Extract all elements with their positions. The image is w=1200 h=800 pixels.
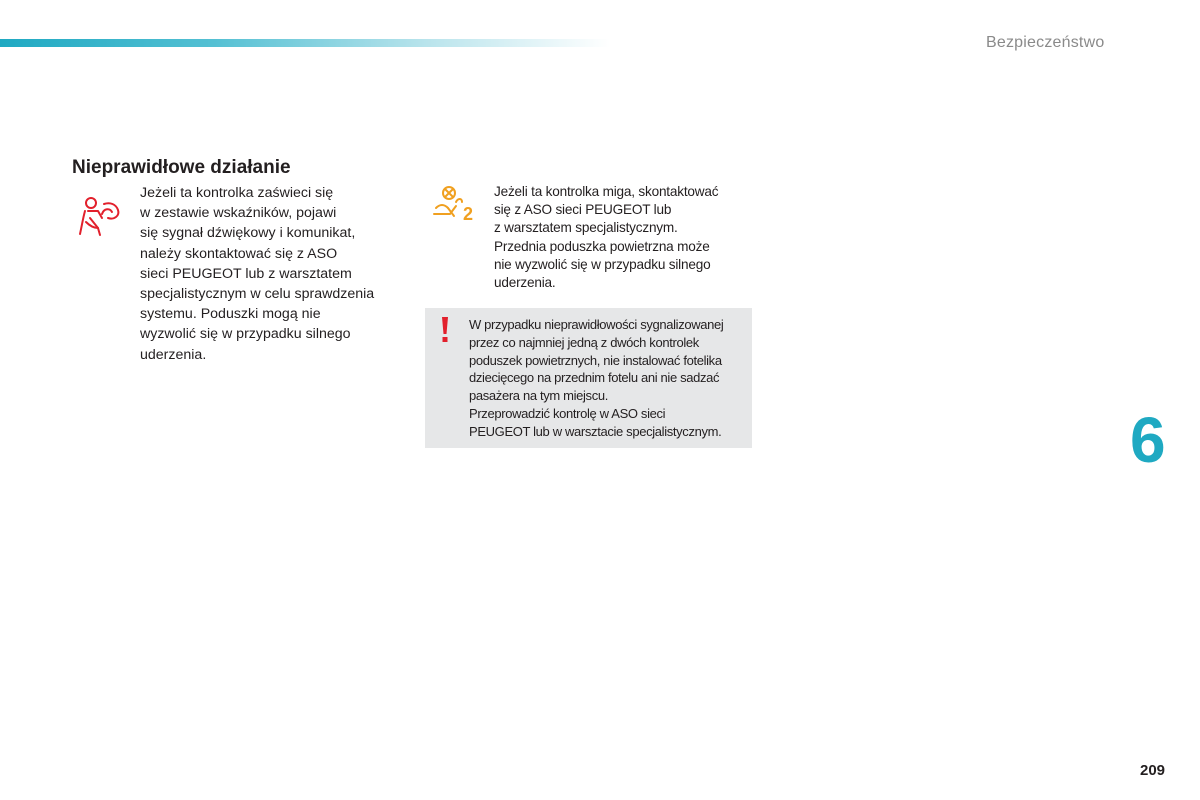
text-line: W przypadku nieprawidłowości sygnalizowanej bbox=[469, 317, 724, 332]
text-line: z warsztatem specjalistycznym. bbox=[494, 220, 678, 236]
text-line: się z ASO sieci PEUGEOT lub bbox=[494, 202, 672, 218]
section-title: Bezpieczeństwo bbox=[986, 34, 1105, 51]
text-line: należy skontaktować się z ASO bbox=[140, 245, 338, 262]
text-line: poduszek powietrznych, nie instalować fotelika bbox=[469, 352, 722, 368]
passenger-airbag-deactivated-icon bbox=[432, 184, 478, 224]
text-line: systemu. Poduszki mogą nie bbox=[140, 306, 321, 323]
left-column-text bbox=[140, 183, 410, 365]
text-line: przez co najmniej jedną z dwóch kontrolek bbox=[469, 334, 699, 350]
text-line: Jeżeli ta kontrolka zaświeci się bbox=[140, 185, 334, 201]
text-line: pasażera na tym miejscu. bbox=[469, 388, 608, 404]
text-line: PEUGEOT lub w warsztacie specjalistycznym. bbox=[469, 423, 722, 439]
text-line: specjalistycznym w celu sprawdzenia bbox=[140, 286, 375, 303]
text-line: w zestawie wskaźników, pojawi bbox=[140, 205, 337, 222]
text-line: nie wyzwolić się w przypadku silnego bbox=[494, 256, 711, 272]
text-line: uderzenia. bbox=[140, 346, 207, 363]
text-line: uderzenia. bbox=[494, 275, 556, 291]
airbag-warning-icon bbox=[76, 194, 124, 238]
text-line: Przednia poduszka powietrzna może bbox=[494, 238, 710, 254]
text-line: Jeżeli ta kontrolka miga, skontaktować bbox=[494, 184, 719, 199]
warning-box bbox=[425, 308, 752, 448]
page-heading: Nieprawidłowe działanie bbox=[72, 157, 291, 178]
text-line: dziecięcego na przednim fotelu ani nie sadzać bbox=[469, 370, 720, 386]
text-line: się sygnał dźwiękowy i komunikat, bbox=[140, 225, 356, 242]
page-number: 209 bbox=[1140, 762, 1166, 779]
text-line: Przeprowadzić kontrolę w ASO sieci bbox=[469, 405, 666, 421]
text-line: wyzwolić się w przypadku silnego bbox=[140, 326, 351, 343]
warning-text bbox=[469, 316, 751, 441]
svg-text:2: 2 bbox=[463, 204, 474, 224]
header-accent-bar bbox=[0, 39, 610, 47]
exclamation-icon bbox=[437, 316, 453, 344]
chapter-number: 6 bbox=[1130, 404, 1166, 476]
text-line: sieci PEUGEOT lub z warsztatem bbox=[140, 265, 352, 282]
right-column-text bbox=[494, 183, 759, 292]
